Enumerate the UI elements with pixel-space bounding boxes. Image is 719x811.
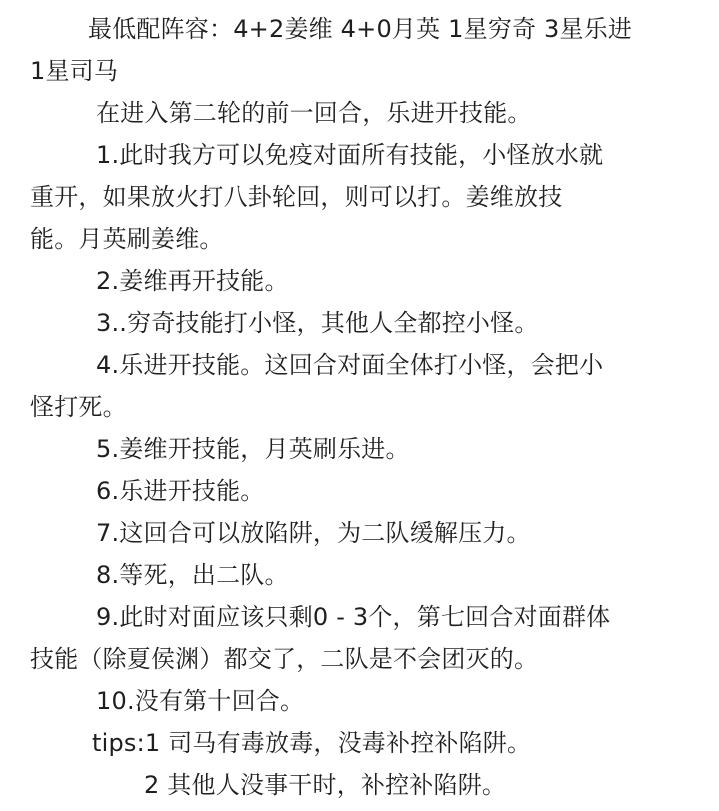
text-line-lineup: 最低配阵容：4+2姜维 4+0月英 1星穷奇 3星乐进: [88, 15, 633, 43]
text-line-step-10: 10.没有第十回合。: [96, 687, 305, 715]
text-line-step-4: 4.乐进开技能。这回合对面全体打小怪，会把小: [96, 351, 604, 379]
text-line-tip-2: 2 其他人没事干时，补控补陷阱。: [144, 771, 507, 799]
text-line-step-1: 1.此时我方可以免疫对面所有技能，小怪放水就: [96, 141, 604, 169]
text-line-step-8: 8.等死，出二队。: [96, 561, 289, 589]
text-line-step-4-cont: 怪打死。: [30, 393, 127, 421]
text-line-tip-1: tips:1 司马有毒放毒，没毒补控补陷阱。: [92, 729, 532, 757]
text-line-step-1-cont-2: 能。月英刷姜维。: [30, 225, 224, 253]
text-line-step-6: 6.乐进开技能。: [96, 477, 265, 505]
text-line-step-1-cont: 重开，如果放火打八卦轮回，则可以打。姜维放技: [30, 183, 563, 211]
text-line-step-3: 3..穷奇技能打小怪，其他人全都控小怪。: [96, 309, 539, 337]
text-line-step-2: 2.姜维再开技能。: [96, 267, 289, 295]
text-line-intro: 在进入第二轮的前一回合，乐进开技能。: [96, 99, 532, 127]
text-line-step-7: 7.这回合可以放陷阱，为二队缓解压力。: [96, 519, 531, 547]
text-line-step-9-cont: 技能（除夏侯渊）都交了，二队是不会团灭的。: [30, 645, 539, 673]
text-line-step-5: 5.姜维开技能，月英刷乐进。: [96, 435, 410, 463]
text-line-lineup-cont: 1星司马: [30, 57, 119, 85]
text-line-step-9: 9.此时对面应该只剩0 - 3个，第七回合对面群体: [96, 603, 611, 631]
